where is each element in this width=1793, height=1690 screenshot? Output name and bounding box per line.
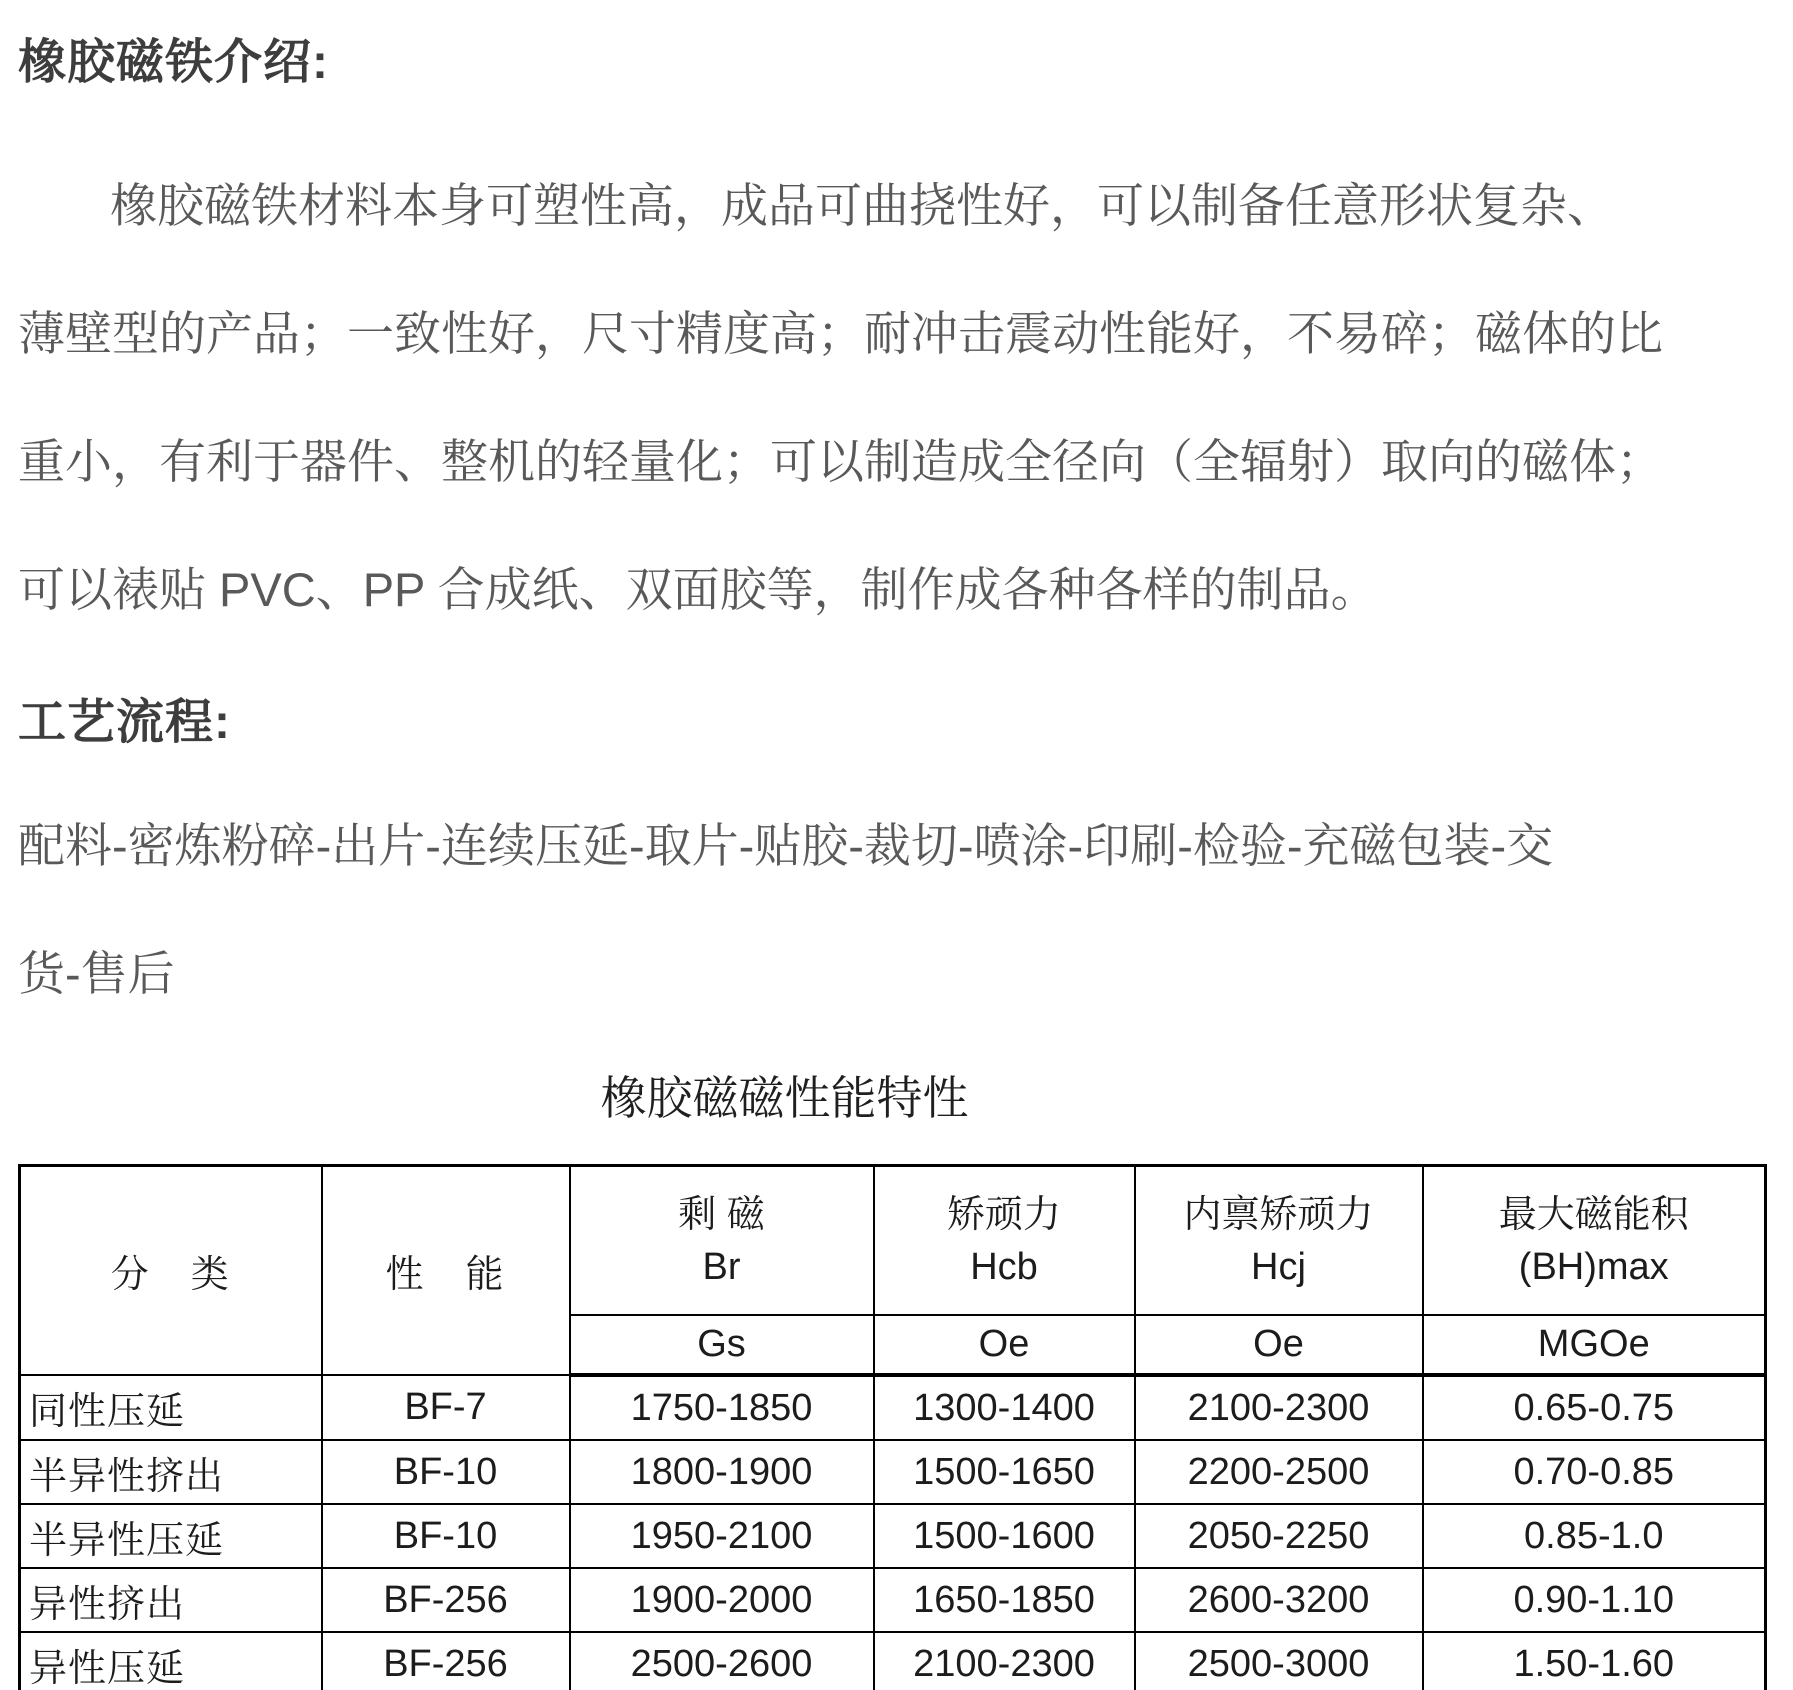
cell-hcj: 2500-3000 xyxy=(1135,1632,1423,1690)
header-remanence xyxy=(570,1166,874,1316)
header-intrinsic-coercivity-symbol: Hcj xyxy=(1251,1245,1306,1288)
paragraph-line: 橡胶磁铁材料本身可塑性高，成品可曲挠性好，可以制备任意形状复杂、 xyxy=(110,179,1614,232)
table-row xyxy=(20,1375,1766,1440)
intro-heading: 橡胶磁铁介绍: xyxy=(18,36,329,89)
header-remanence-title: 剩 磁 xyxy=(678,1193,765,1236)
process-heading: 工艺流程: xyxy=(18,696,231,749)
cell-bhmax: 1.50-1.60 xyxy=(1423,1632,1766,1690)
cell-hcj: 2050-2250 xyxy=(1135,1504,1423,1568)
cell-grade: BF-256 xyxy=(322,1632,570,1690)
cell-hcb: 1650-1850 xyxy=(874,1568,1135,1632)
header-coercivity xyxy=(874,1166,1135,1316)
paragraph-line: 配料-密炼粉碎-出片-连续压延-取片-贴胶-裁切-喷涂-印刷-检验-充磁包装-交 xyxy=(18,819,1554,872)
table-row xyxy=(20,1504,1766,1568)
table-row xyxy=(20,1440,1766,1504)
cell-classification: 同性压延 xyxy=(20,1375,322,1440)
cell-br: 1750-1850 xyxy=(570,1375,874,1440)
cell-bhmax: 0.70-0.85 xyxy=(1423,1440,1766,1504)
intro-paragraph xyxy=(18,142,1771,654)
header-coercivity-title: 矫顽力 xyxy=(946,1193,1061,1236)
unit-max-energy-product: MGOe xyxy=(1423,1315,1766,1375)
cell-br: 1800-1900 xyxy=(570,1440,874,1504)
cell-classification: 异性压延 xyxy=(20,1632,322,1690)
header-max-energy-product xyxy=(1423,1166,1766,1316)
cell-br: 1950-2100 xyxy=(570,1504,874,1568)
header-classification: 分 类 xyxy=(20,1166,322,1376)
paragraph-line: 可以裱贴 PVC、PP 合成纸、双面胶等，制作成各种各样的制品。 xyxy=(18,563,1378,616)
unit-intrinsic-coercivity: Oe xyxy=(1135,1315,1423,1375)
cell-bhmax: 0.85-1.0 xyxy=(1423,1504,1766,1568)
cell-classification: 半异性压延 xyxy=(20,1504,322,1568)
cell-classification: 半异性挤出 xyxy=(20,1440,322,1504)
cell-bhmax: 0.65-0.75 xyxy=(1423,1375,1766,1440)
cell-grade: BF-256 xyxy=(322,1568,570,1632)
header-coercivity-symbol: Hcb xyxy=(970,1245,1038,1288)
specs-table xyxy=(18,1164,1767,1690)
header-remanence-symbol: Br xyxy=(702,1245,741,1288)
paragraph-line: 重小，有利于器件、整机的轻量化；可以制造成全径向（全辐射）取向的磁体； xyxy=(18,435,1663,488)
header-performance: 性 能 xyxy=(322,1166,570,1376)
cell-grade: BF-10 xyxy=(322,1504,570,1568)
cell-hcb: 1300-1400 xyxy=(874,1375,1135,1440)
cell-bhmax: 0.90-1.10 xyxy=(1423,1568,1766,1632)
cell-classification: 异性挤出 xyxy=(20,1568,322,1632)
cell-br: 2500-2600 xyxy=(570,1632,874,1690)
paragraph-line: 货-售后 xyxy=(18,947,175,1000)
unit-coercivity: Oe xyxy=(874,1315,1135,1375)
header-intrinsic-coercivity-title: 内禀矫顽力 xyxy=(1183,1193,1374,1236)
table-title: 橡胶磁磁性能特性 xyxy=(600,1072,969,1124)
header-intrinsic-coercivity xyxy=(1135,1166,1423,1316)
table-row xyxy=(20,1568,1766,1632)
table-row xyxy=(20,1632,1766,1690)
table-header-row xyxy=(20,1166,1766,1316)
header-max-energy-product-title: 最大磁能积 xyxy=(1498,1193,1689,1236)
paragraph-line: 薄壁型的产品；一致性好，尺寸精度高；耐冲击震动性能好，不易碎；磁体的比 xyxy=(18,307,1663,360)
header-max-energy-product-symbol: (BH)max xyxy=(1518,1245,1669,1288)
cell-br: 1900-2000 xyxy=(570,1568,874,1632)
cell-grade: BF-10 xyxy=(322,1440,570,1504)
cell-hcb: 1500-1600 xyxy=(874,1504,1135,1568)
unit-remanence: Gs xyxy=(570,1315,874,1375)
cell-hcb: 2100-2300 xyxy=(874,1632,1135,1690)
cell-grade: BF-7 xyxy=(322,1375,570,1440)
cell-hcj: 2600-3200 xyxy=(1135,1568,1423,1632)
cell-hcj: 2100-2300 xyxy=(1135,1375,1423,1440)
cell-hcb: 1500-1650 xyxy=(874,1440,1135,1504)
cell-hcj: 2200-2500 xyxy=(1135,1440,1423,1504)
process-paragraph xyxy=(18,782,1771,1038)
